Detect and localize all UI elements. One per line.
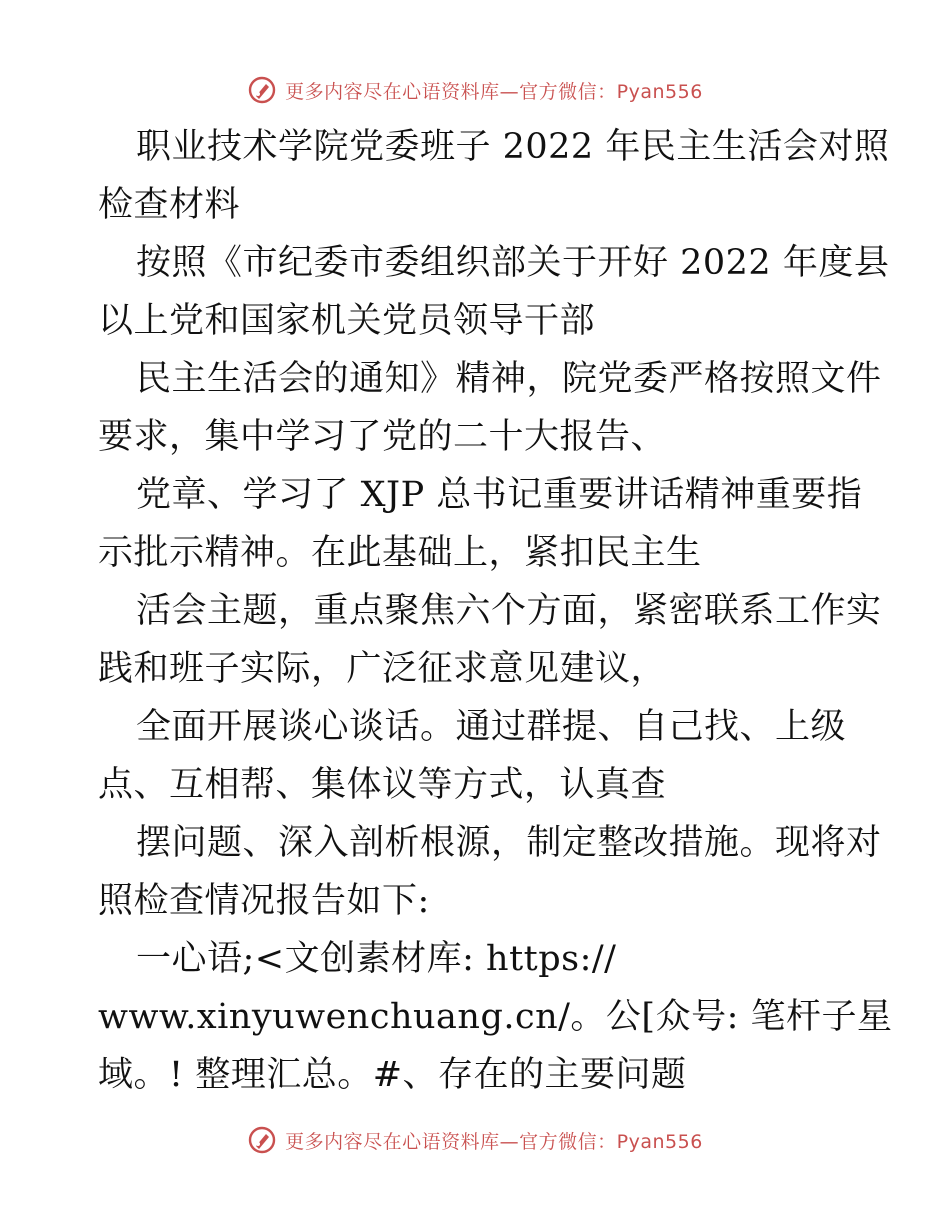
red-pen-seal-icon — [247, 75, 277, 105]
document-line: www.xinyuwenchuang.cn/。公[众号: 笔杆子星 — [98, 997, 893, 1037]
document-line: 活会主题，重点聚焦六个方面，紧密联系工作实 — [136, 591, 882, 631]
document-line: 检查材料 — [98, 185, 241, 225]
document-line: 民主生活会的通知》精神，院党委严格按照文件 — [136, 359, 882, 399]
document-line: 点、互相帮、集体议等方式，认真查 — [98, 765, 667, 805]
document-line: 全面开展谈心谈话。通过群提、自己找、上级 — [136, 707, 847, 747]
footer-watermark-banner — [0, 1122, 950, 1158]
document-line: 党章、学习了 XJP 总书记重要讲话精神重要指 — [136, 475, 863, 515]
red-pen-seal-icon — [247, 1125, 277, 1155]
header-watermark-banner — [0, 72, 950, 108]
document-body — [98, 118, 893, 1104]
document-line: 职业技术学院党委班子 2022 年民主生活会对照 — [136, 127, 890, 167]
header-watermark-text: 更多内容尽在心语资料库—官方微信：Pyan556 — [285, 80, 703, 103]
document-line: 摆问题、深入剖析根源，制定整改措施。现将对 — [136, 823, 882, 863]
document-line: 按照《市纪委市委组织部关于开好 2022 年度县 — [136, 243, 890, 283]
document-line: 一心语;<文创素材库: https:// — [136, 939, 617, 979]
document-line: 照检查情况报告如下: — [98, 881, 430, 921]
document-line: 以上党和国家机关党员领导干部 — [98, 301, 596, 341]
document-line: 要求，集中学习了党的二十大报告、 — [98, 417, 667, 457]
footer-watermark-text: 更多内容尽在心语资料库—官方微信：Pyan556 — [285, 1130, 703, 1153]
document-line: 域。! 整理汇总。#、存在的主要问题 — [98, 1055, 687, 1095]
document-line: 示批示精神。在此基础上，紧扣民主生 — [98, 533, 702, 573]
document-line: 践和班子实际，广泛征求意见建议， — [98, 649, 667, 689]
